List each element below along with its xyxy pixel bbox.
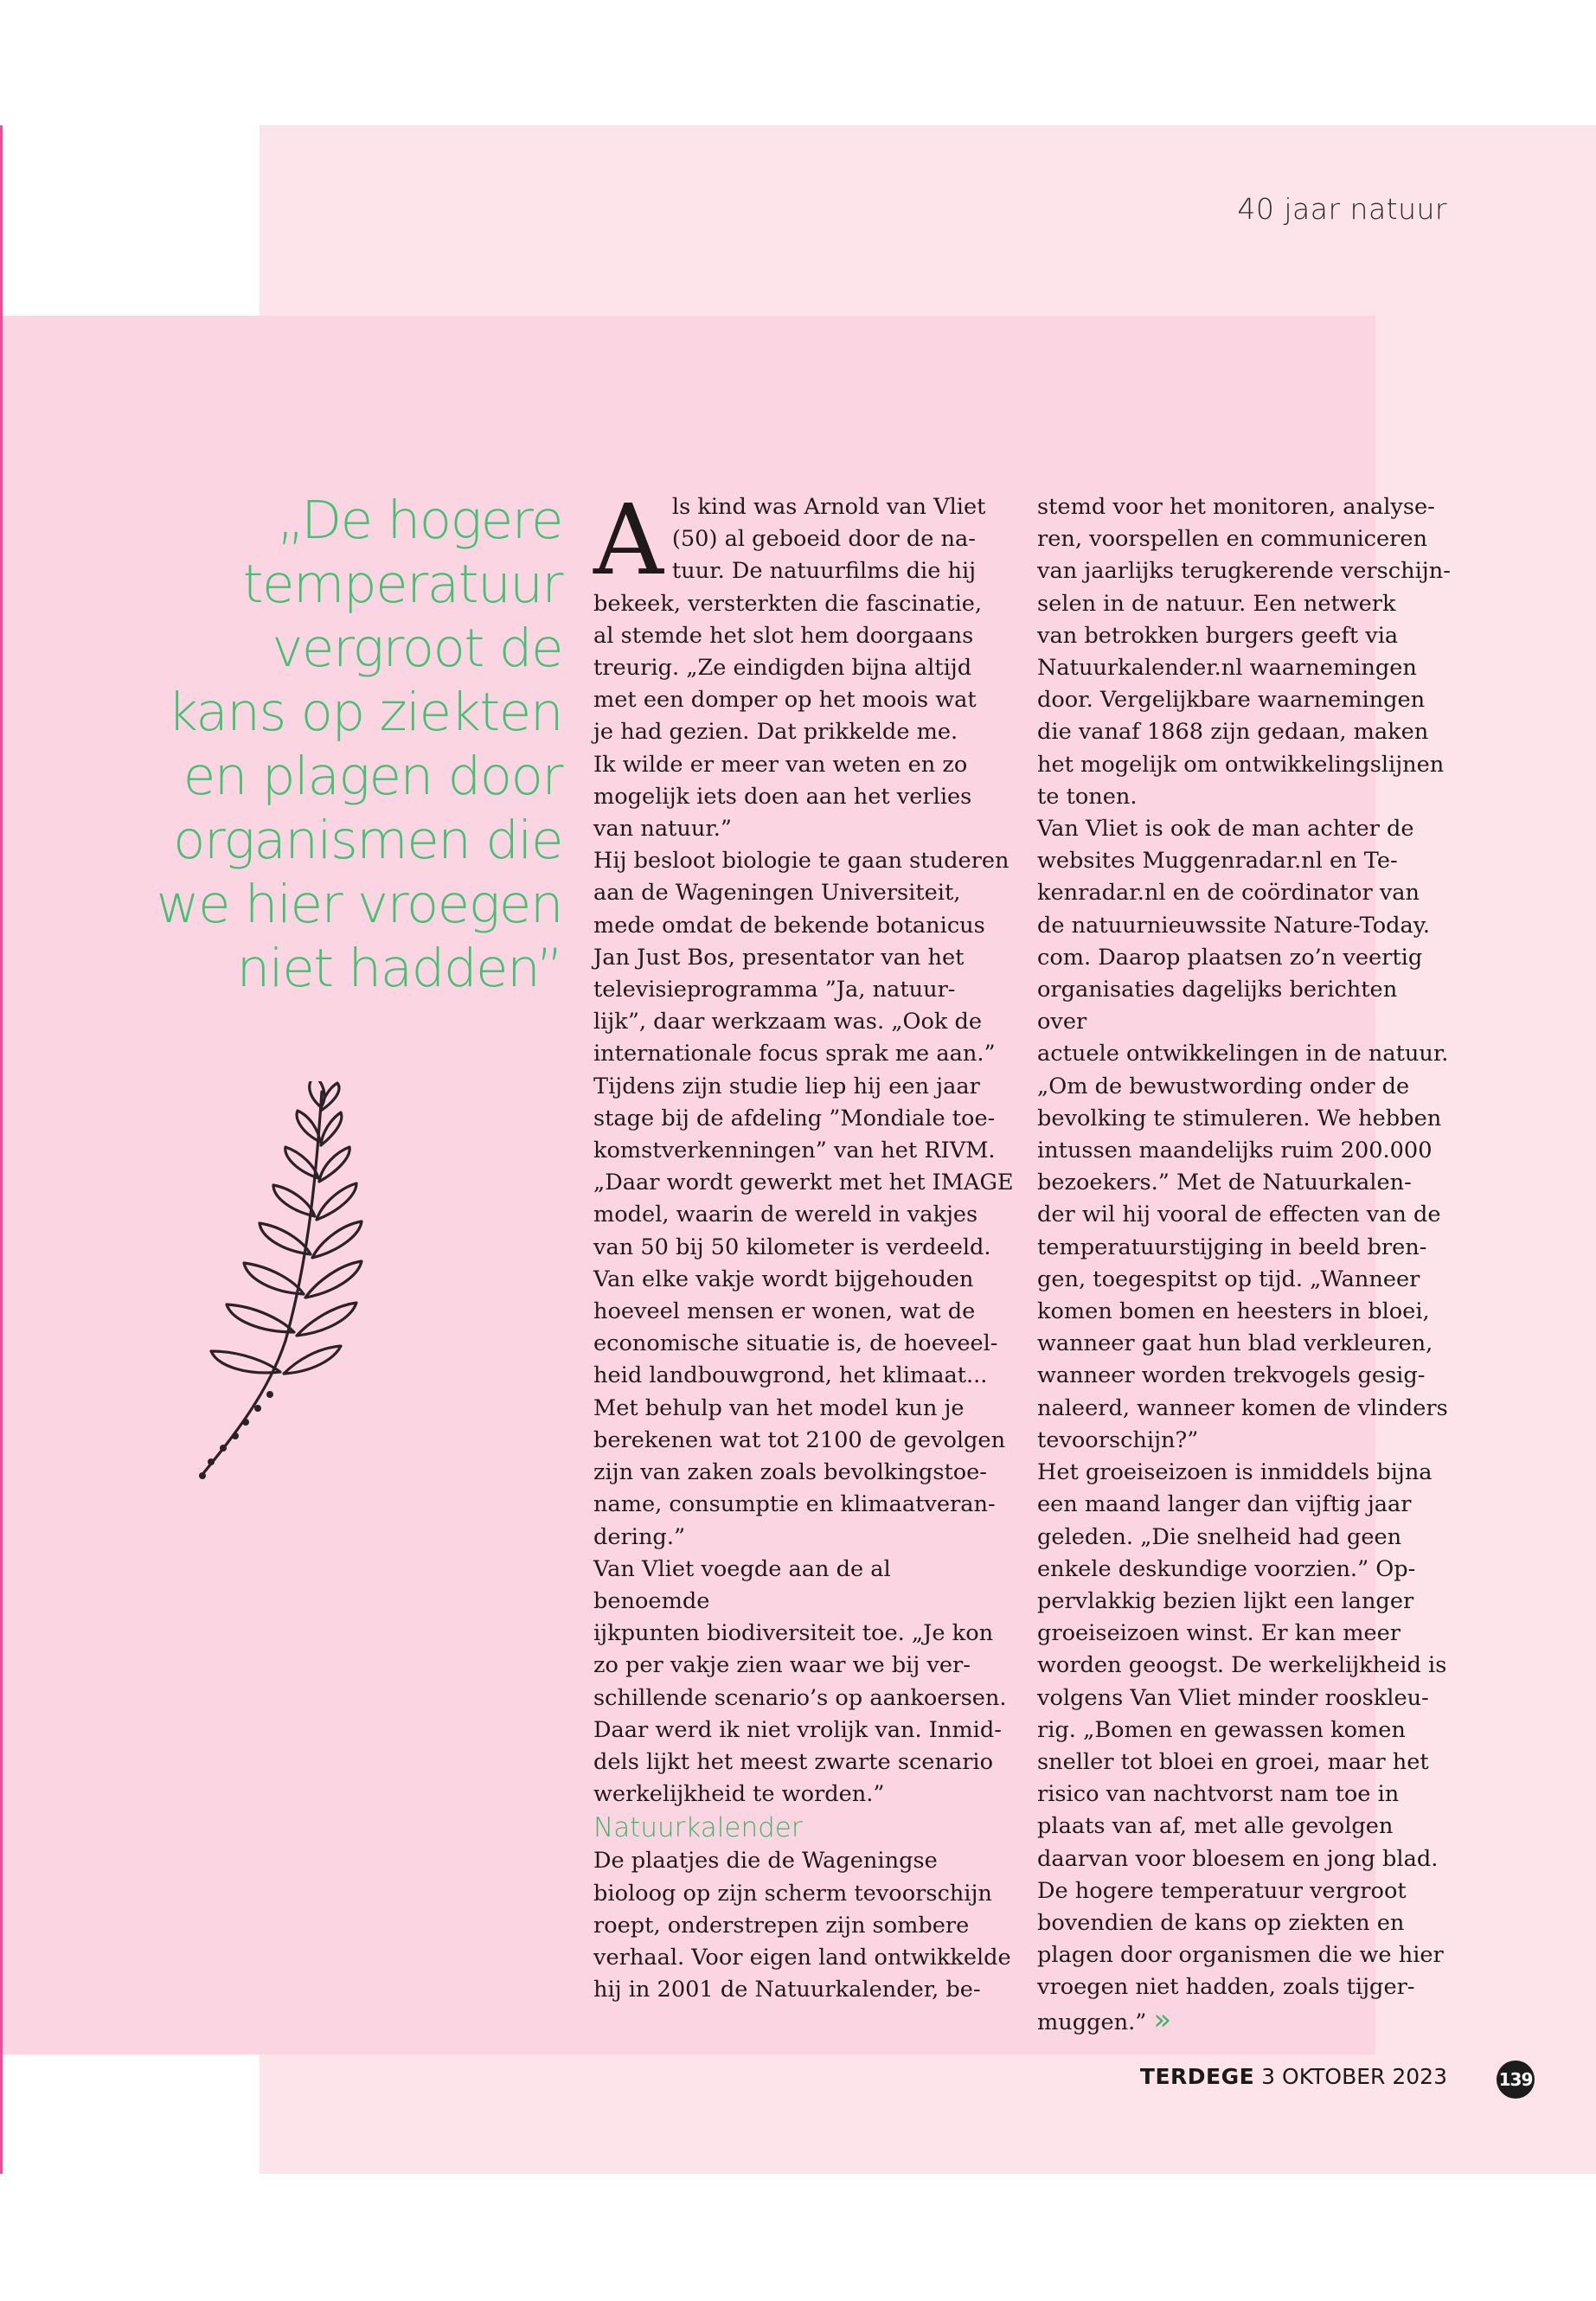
footer-credit	[1140, 2064, 1447, 2089]
text-line: televisieprogramma ”Ja, natuur-	[593, 977, 956, 1003]
text-line: Natuurkalender.nl waarnemingen	[1037, 655, 1417, 682]
text-line: plagen door organismen die we hier	[1037, 1942, 1444, 1969]
text-line: stage bij de afdeling ”Mondiale toe-	[593, 1105, 996, 1131]
pull-quote-line: organismen die	[173, 810, 562, 871]
text-line: Jan Just Bos, presentator van het	[593, 944, 965, 971]
drop-cap: A	[593, 484, 663, 597]
column-1-text	[593, 484, 1014, 1811]
text-line: van jaarlijks terugkerende verschijn-	[1037, 558, 1451, 585]
text-line: daarvan voor bloesem en jong blad.	[1037, 1845, 1439, 1872]
text-line: werkelijkheid te worden.”	[593, 1781, 885, 1808]
text-line: verhaal. Voor eigen land ontwikkelde	[593, 1944, 1011, 1971]
text-line: Ik wilde er meer van weten en zo	[593, 751, 968, 778]
text-line: Van Vliet is ook de man achter de	[1037, 816, 1414, 843]
text-line: volgens Van Vliet minder rooskleu-	[1037, 1684, 1429, 1711]
end-mark-icon: »	[1153, 2002, 1172, 2037]
text-line: Tijdens zijn studie liep hij een jaar	[593, 1073, 980, 1099]
text-line: komen bomen en heesters in bloei,	[1037, 1298, 1430, 1325]
text-line: Van Vliet voegde aan de al benoemde	[593, 1555, 891, 1614]
text-line: heid landbouwgrond, het klimaat...	[593, 1362, 988, 1389]
text-line: websites Muggenradar.nl en Te-	[1037, 848, 1398, 875]
text-line: stemd voor het monitoren, analyse-	[1037, 494, 1435, 520]
pull-quote	[130, 489, 562, 1001]
text-line: ls kind was Arnold van Vliet	[671, 494, 986, 520]
text-line: „Daar wordt gewerkt met het IMAGE	[593, 1170, 1014, 1196]
text-line: selen in de natuur. Een netwerk	[1037, 590, 1396, 617]
text-line: Daar werd ik niet vrolijk van. Inmid-	[593, 1716, 1002, 1743]
text-line: je had gezien. Dat prikkelde me.	[593, 719, 958, 746]
text-line: actuele ontwikkelingen in de natuur.	[1037, 1041, 1449, 1067]
text-line: sneller tot bloei en groei, maar het	[1037, 1748, 1429, 1775]
text-line: tuur. De natuurfilms die hij	[671, 558, 977, 585]
pull-quote-line: niet hadden”	[236, 938, 562, 999]
text-line: van betrokken burgers geeft via	[1037, 622, 1399, 649]
text-line: De plaatjes die de Wageningse	[593, 1848, 938, 1875]
text-line: geleden. „Die snelheid had geen	[1037, 1523, 1402, 1550]
text-line: bezoekers.” Met de Natuurkalen-	[1037, 1170, 1412, 1196]
text-line: Het groeiseizoen is inmiddels bijna	[1037, 1459, 1433, 1486]
pull-quote-line: en plagen door	[183, 746, 562, 807]
magazine-name: TERDEGE	[1139, 2064, 1255, 2089]
text-line: pervlakkig bezien lijkt een langer	[1037, 1587, 1414, 1614]
pull-quote-line: kans op ziekten	[167, 682, 562, 743]
text-line: internationale focus sprak me aan.”	[593, 1041, 996, 1067]
text-line: van natuur.”	[593, 816, 732, 843]
text-line: hij in 2001 de Natuurkalender, be-	[593, 1977, 981, 2003]
section-label: 40 jaar natuur	[1237, 192, 1447, 226]
text-line: met een domper op het moois wat	[593, 687, 977, 714]
text-line: naleerd, wanneer komen de vlinders	[1037, 1394, 1448, 1421]
text-line: wanneer worden trekvogels gesig-	[1037, 1362, 1426, 1389]
text-line: een maand langer dan vijftig jaar	[1037, 1491, 1412, 1518]
text-line: groeiseizoen winst. Er kan meer	[1037, 1620, 1401, 1647]
page-number-badge: 139	[1497, 2061, 1535, 2099]
text-line: bekeek, versterkten die fascinatie,	[593, 590, 983, 617]
text-line: al stemde het slot hem doorgaans	[593, 622, 974, 649]
text-line: kenradar.nl en de coördinator van	[1037, 880, 1420, 907]
text-line: Met behulp van het model kun je	[593, 1394, 965, 1421]
text-line: De hogere temperatuur vergroot	[1037, 1877, 1407, 1904]
page-edge-stripe	[0, 125, 3, 2174]
text-line: bovendien de kans op ziekten en	[1037, 1909, 1405, 1936]
text-line: der wil hij vooral de effecten van de	[1037, 1202, 1441, 1228]
text-line: de natuurnieuwssite Nature-Today.	[1037, 912, 1430, 939]
text-line: mogelijk iets doen aan het verlies	[593, 783, 972, 810]
text-line: dels lijkt het meest zwarte scenario	[593, 1748, 994, 1775]
text-line: bioloog op zijn scherm tevoorschijn	[593, 1880, 992, 1907]
text-line: treurig. „Ze eindigden bijna altijd	[593, 655, 972, 682]
text-line: te tonen.	[1037, 783, 1138, 810]
text-line: model, waarin de wereld in vakjes	[593, 1202, 978, 1228]
pull-quote-line: temperatuur	[242, 554, 562, 615]
text-line: die vanaf 1868 zijn gedaan, maken	[1037, 719, 1429, 746]
text-line: roept, onderstrepen zijn sombere	[593, 1912, 970, 1939]
text-line: komstverkenningen” van het RIVM.	[593, 1138, 996, 1164]
last-line-text: muggen.”	[1037, 2009, 1147, 2035]
text-line: organisaties dagelijks berichten over	[1037, 977, 1398, 1035]
text-line: „Om de bewustwording onder de	[1037, 1073, 1410, 1099]
text-line: Van elke vakje wordt bijgehouden	[593, 1266, 974, 1292]
text-line: intussen maandelijks ruim 200.000	[1037, 1138, 1433, 1164]
issue-date: 3 OKTOBER 2023	[1261, 2064, 1447, 2089]
text-line: plaats van af, met alle gevolgen	[1037, 1813, 1394, 1840]
text-line: van 50 bij 50 kilometer is verdeeld.	[593, 1234, 991, 1260]
text-line: berekenen wat tot 2100 de gevolgen	[593, 1426, 1006, 1453]
text-line: worden geoogst. De werkelijkheid is	[1037, 1652, 1447, 1679]
text-line: risico van nachtvorst nam toe in	[1037, 1781, 1400, 1808]
text-line: schillende scenario’s op aankoersen.	[593, 1684, 1007, 1711]
article-column-2	[1037, 491, 1452, 2039]
text-line: rig. „Bomen en gewassen komen	[1037, 1716, 1406, 1743]
text-line-last	[1037, 2004, 1452, 2039]
text-line: (50) al geboeid door de na-	[671, 526, 976, 553]
text-line: Hij besloot biologie te gaan studeren	[593, 848, 1010, 875]
fern-leaf-icon	[173, 1081, 407, 1497]
text-line: dering.”	[593, 1523, 686, 1550]
pull-quote-line: we hier vroegen	[156, 874, 562, 935]
text-line: vroegen niet hadden, zoals tijger-	[1037, 1974, 1415, 2001]
text-line: mede omdat de bekende botanicus	[593, 912, 985, 939]
pull-quote-line: „De hogere	[277, 490, 562, 551]
text-line: gen, toegespitst op tijd. „Wanneer	[1037, 1266, 1420, 1292]
text-line: lijk”, daar werkzaam was. „Ook de	[593, 1009, 983, 1035]
text-line: wanneer gaat hun blad verkleuren,	[1037, 1330, 1433, 1357]
text-line: bevolking te stimuleren. We hebben	[1037, 1105, 1442, 1131]
text-line: hoeveel mensen er wonen, wat de	[593, 1298, 976, 1325]
text-line: zijn van zaken zoals bevolkingstoe-	[593, 1459, 987, 1486]
text-line: aan de Wageningen Universiteit,	[593, 880, 961, 907]
text-line: ijkpunten biodiversiteit toe. „Je kon	[593, 1620, 994, 1647]
text-line: het mogelijk om ontwikkelingslijnen	[1037, 751, 1445, 778]
text-line: temperatuurstijging in beeld bren-	[1037, 1234, 1427, 1260]
text-line: door. Vergelijkbare waarnemingen	[1037, 687, 1426, 714]
column-2-text	[1037, 491, 1452, 2004]
text-line: com. Daarop plaatsen zo’n veertig	[1037, 944, 1423, 971]
text-line: enkele deskundige voorzien.” Op-	[1037, 1555, 1416, 1582]
column-1-text-after	[593, 1845, 1014, 2006]
text-line: name, consumptie en klimaatveran-	[593, 1491, 996, 1518]
article-column-1	[593, 484, 1014, 2006]
text-line: zo per vakje zien waar we bij ver-	[593, 1652, 971, 1679]
text-line: ren, voorspellen en communiceren	[1037, 526, 1427, 553]
pull-quote-line: vergroot de	[272, 618, 562, 679]
subheading-natuurkalender: Natuurkalender	[593, 1812, 803, 1844]
text-line: tevoorschijn?”	[1037, 1426, 1199, 1453]
text-line: economische situatie is, de hoeveel-	[593, 1330, 998, 1357]
